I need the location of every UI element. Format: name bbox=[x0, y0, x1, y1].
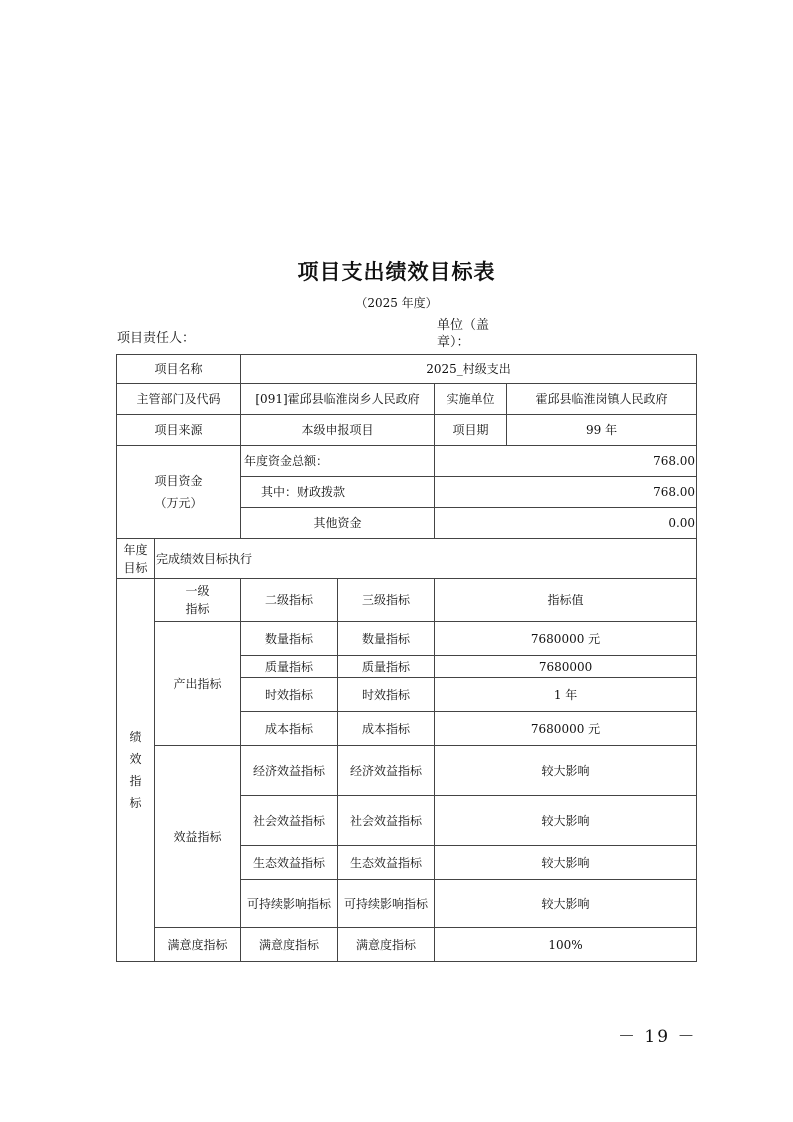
table-cell: 满意度指标 bbox=[338, 928, 435, 962]
funds-label: 项目资金 （万元） bbox=[117, 446, 241, 539]
table-cell: 成本指标 bbox=[241, 712, 338, 746]
table-cell: 社会效益指标 bbox=[241, 796, 338, 846]
page-number: － 19 － bbox=[618, 1027, 697, 1047]
unit-seal-label: 单位（盖章）： bbox=[437, 318, 490, 350]
table-cell: 生态效益指标 bbox=[241, 846, 338, 880]
department-label: 主管部门及代码 bbox=[117, 384, 241, 415]
table-cell: 数量指标 bbox=[338, 622, 435, 656]
satisfaction-indicator-label: 满意度指标 bbox=[155, 928, 241, 962]
project-source-value: 本级申报项目 bbox=[241, 415, 435, 446]
benefit-indicator-label: 效益指标 bbox=[155, 746, 241, 928]
table-cell: 较大影响 bbox=[435, 746, 697, 796]
header-level2: 二级指标 bbox=[241, 579, 338, 622]
table-cell: 时效指标 bbox=[241, 678, 338, 712]
table-cell: 较大影响 bbox=[435, 880, 697, 928]
table-cell: 100% bbox=[435, 928, 697, 962]
table-cell: 质量指标 bbox=[338, 656, 435, 678]
year-label: （2025 年度） bbox=[355, 296, 438, 310]
funds-fiscal-value: 768.00 bbox=[435, 477, 697, 508]
project-period-label: 项目期 bbox=[435, 415, 507, 446]
table-cell: 7680000 bbox=[435, 656, 697, 678]
implementing-unit-label: 实施单位 bbox=[435, 384, 507, 415]
header-level3: 三级指标 bbox=[338, 579, 435, 622]
funds-other-value: 0.00 bbox=[435, 508, 697, 539]
table-cell: 经济效益指标 bbox=[241, 746, 338, 796]
project-name-value: 2025_村级支出 bbox=[241, 355, 697, 384]
table-cell: 较大影响 bbox=[435, 846, 697, 880]
table-cell: 经济效益指标 bbox=[338, 746, 435, 796]
project-source-label: 项目来源 bbox=[117, 415, 241, 446]
table-cell: 时效指标 bbox=[338, 678, 435, 712]
table-cell: 社会效益指标 bbox=[338, 796, 435, 846]
table-cell: 1 年 bbox=[435, 678, 697, 712]
department-value: [091]霍邱县临淮岗乡人民政府 bbox=[241, 384, 435, 415]
table-cell: 生态效益指标 bbox=[338, 846, 435, 880]
output-indicator-label: 产出指标 bbox=[155, 622, 241, 746]
performance-target-table bbox=[116, 354, 697, 962]
table-cell: 成本指标 bbox=[338, 712, 435, 746]
project-name-label: 项目名称 bbox=[117, 355, 241, 384]
page-title: 项目支出绩效目标表 bbox=[297, 260, 496, 284]
header-level1: 一级 指标 bbox=[155, 579, 241, 622]
table-cell: 7680000 元 bbox=[435, 712, 697, 746]
table-cell: 质量指标 bbox=[241, 656, 338, 678]
indicators-section-label: 绩 效 指 标 bbox=[117, 579, 155, 962]
annual-goal-label: 年度 目标 bbox=[117, 539, 155, 579]
table-cell: 数量指标 bbox=[241, 622, 338, 656]
implementing-unit-value: 霍邱县临淮岗镇人民政府 bbox=[507, 384, 697, 415]
responsible-person-label: 项目责任人： bbox=[117, 331, 196, 346]
funds-total-value: 768.00 bbox=[435, 446, 697, 477]
funds-other-label: 其他资金 bbox=[241, 508, 435, 539]
annual-goal-value: 完成绩效目标执行 bbox=[155, 539, 697, 579]
header-value: 指标值 bbox=[435, 579, 697, 622]
table-cell: 满意度指标 bbox=[241, 928, 338, 962]
table-cell: 可持续影响指标 bbox=[338, 880, 435, 928]
funds-fiscal-label: 其中：财政拨款 bbox=[241, 477, 435, 508]
table-cell: 较大影响 bbox=[435, 796, 697, 846]
project-period-value: 99 年 bbox=[507, 415, 697, 446]
funds-total-label: 年度资金总额： bbox=[241, 446, 435, 477]
table-cell: 可持续影响指标 bbox=[241, 880, 338, 928]
table-cell: 7680000 元 bbox=[435, 622, 697, 656]
